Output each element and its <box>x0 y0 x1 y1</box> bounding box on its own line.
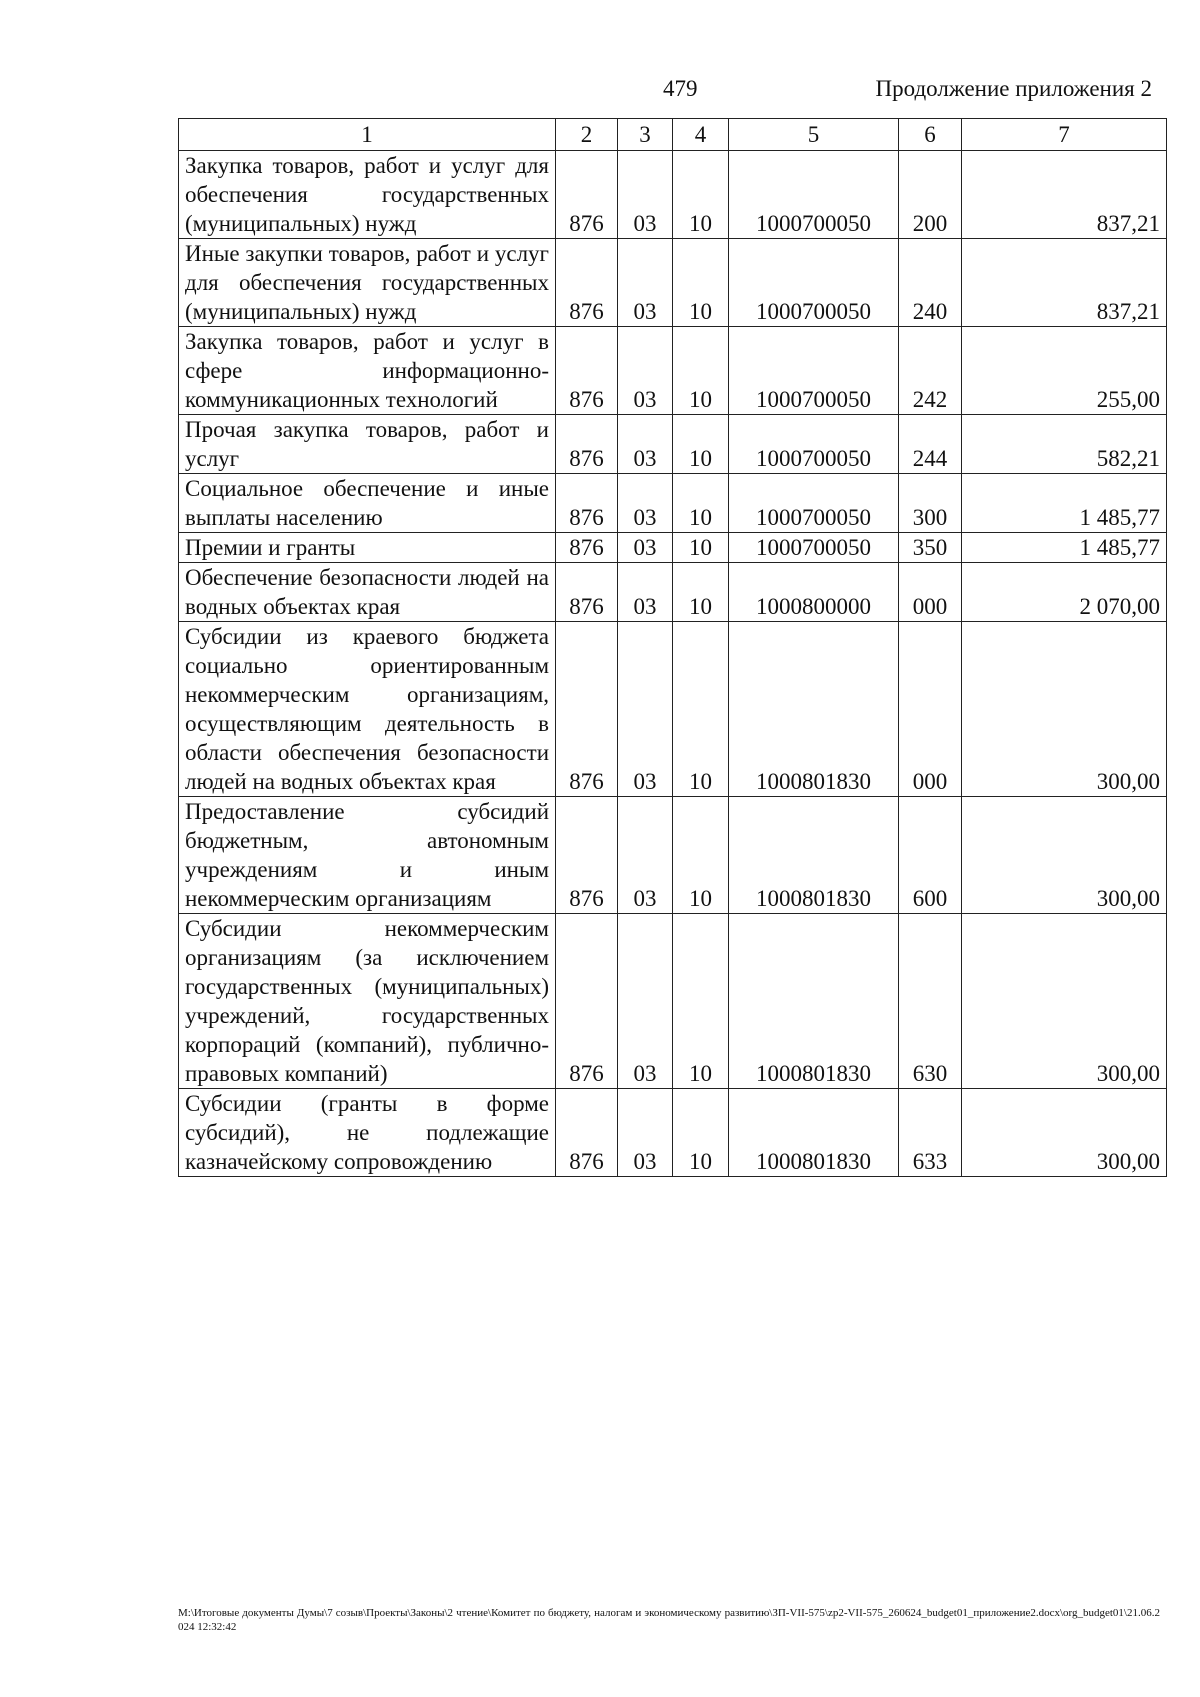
table-row <box>179 474 1167 533</box>
item-name: Социальное обеспечение и иные выплаты населению <box>179 474 556 533</box>
subsection-code: 10 <box>673 563 729 622</box>
expense-type-code: 000 <box>899 622 962 797</box>
ministry-code: 876 <box>556 239 618 327</box>
ministry-code: 876 <box>556 797 618 914</box>
subsection-code: 10 <box>673 1089 729 1177</box>
item-name: Субсидии (гранты в форме субсидий), не подлежащие казначейскому сопровождению <box>179 1089 556 1177</box>
ministry-code: 876 <box>556 415 618 474</box>
expense-type-code: 300 <box>899 474 962 533</box>
subsection-code: 10 <box>673 914 729 1089</box>
budget-table <box>178 118 1167 1177</box>
header-row <box>179 119 1167 151</box>
document-path-footer: M:\Итоговые документы Думы\7 созыв\Проекты\Законы\2 чтение\Комитет по бюджету, налогам и экономическому развитию\ЗП-VII-575\zp2-VII-575_260624_budget01_приложение2.docx\org_budget01\21.06.2024 12:32:42 <box>178 1607 1160 1633</box>
target-article-code: 1000700050 <box>729 415 899 474</box>
column-header: 6 <box>899 119 962 151</box>
expense-type-code: 350 <box>899 533 962 563</box>
column-header: 2 <box>556 119 618 151</box>
section-code: 03 <box>618 797 673 914</box>
amount: 1 485,77 <box>962 474 1167 533</box>
target-article-code: 1000801830 <box>729 797 899 914</box>
table-row <box>179 797 1167 914</box>
subsection-code: 10 <box>673 151 729 239</box>
item-name: Закупка товаров, работ и услуг в сфере информационно-коммуникационных технологий <box>179 327 556 415</box>
section-code: 03 <box>618 563 673 622</box>
section-code: 03 <box>618 533 673 563</box>
expense-type-code: 244 <box>899 415 962 474</box>
item-name: Иные закупки товаров, работ и услуг для обеспечения государственных (муниципальных) нужд <box>179 239 556 327</box>
item-name: Обеспечение безопасности людей на водных объектах края <box>179 563 556 622</box>
table-row <box>179 239 1167 327</box>
section-code: 03 <box>618 914 673 1089</box>
column-header: 5 <box>729 119 899 151</box>
expense-type-code: 242 <box>899 327 962 415</box>
item-name: Предоставление субсидий бюджетным, автономным учреждениям и иным некоммерческим организациям <box>179 797 556 914</box>
subsection-code: 10 <box>673 797 729 914</box>
amount: 300,00 <box>962 797 1167 914</box>
section-code: 03 <box>618 1089 673 1177</box>
item-name: Прочая закупка товаров, работ и услуг <box>179 415 556 474</box>
subsection-code: 10 <box>673 533 729 563</box>
table-header <box>179 119 1167 151</box>
target-article-code: 1000700050 <box>729 474 899 533</box>
table-row <box>179 533 1167 563</box>
amount: 300,00 <box>962 622 1167 797</box>
section-code: 03 <box>618 622 673 797</box>
expense-type-code: 633 <box>899 1089 962 1177</box>
target-article-code: 1000700050 <box>729 151 899 239</box>
table-row <box>179 151 1167 239</box>
page-header <box>0 76 1200 108</box>
column-header: 3 <box>618 119 673 151</box>
expense-type-code: 630 <box>899 914 962 1089</box>
target-article-code: 1000700050 <box>729 239 899 327</box>
expense-type-code: 000 <box>899 563 962 622</box>
expense-type-code: 200 <box>899 151 962 239</box>
section-code: 03 <box>618 415 673 474</box>
target-article-code: 1000700050 <box>729 533 899 563</box>
item-name: Субсидии некоммерческим организациям (за исключением государственных (муниципальных) учреждений, государственных корпораций (компаний), публично-правовых компаний) <box>179 914 556 1089</box>
ministry-code: 876 <box>556 914 618 1089</box>
ministry-code: 876 <box>556 327 618 415</box>
item-name: Закупка товаров, работ и услуг для обеспечения государственных (муниципальных) нужд <box>179 151 556 239</box>
table-row <box>179 415 1167 474</box>
amount: 2 070,00 <box>962 563 1167 622</box>
subsection-code: 10 <box>673 415 729 474</box>
section-code: 03 <box>618 239 673 327</box>
subsection-code: 10 <box>673 622 729 797</box>
column-header: 1 <box>179 119 556 151</box>
section-code: 03 <box>618 474 673 533</box>
amount: 300,00 <box>962 914 1167 1089</box>
amount: 837,21 <box>962 151 1167 239</box>
subsection-code: 10 <box>673 239 729 327</box>
table-row <box>179 327 1167 415</box>
table-row <box>179 622 1167 797</box>
item-name: Премии и гранты <box>179 533 556 563</box>
ministry-code: 876 <box>556 563 618 622</box>
amount: 837,21 <box>962 239 1167 327</box>
item-name: Субсидии из краевого бюджета социально ориентированным некоммерческим организациям, осуществляющим деятельность в области обеспечения безопасности людей на водных объектах края <box>179 622 556 797</box>
ministry-code: 876 <box>556 1089 618 1177</box>
page-number: 479 <box>663 76 698 101</box>
target-article-code: 1000801830 <box>729 622 899 797</box>
expense-type-code: 600 <box>899 797 962 914</box>
subsection-code: 10 <box>673 474 729 533</box>
column-header: 7 <box>962 119 1167 151</box>
amount: 1 485,77 <box>962 533 1167 563</box>
table-row <box>179 1089 1167 1177</box>
target-article-code: 1000801830 <box>729 1089 899 1177</box>
target-article-code: 1000801830 <box>729 914 899 1089</box>
ministry-code: 876 <box>556 151 618 239</box>
amount: 582,21 <box>962 415 1167 474</box>
column-header: 4 <box>673 119 729 151</box>
ministry-code: 876 <box>556 622 618 797</box>
section-code: 03 <box>618 151 673 239</box>
expense-type-code: 240 <box>899 239 962 327</box>
subsection-code: 10 <box>673 327 729 415</box>
continuation-label: Продолжение приложения 2 <box>875 76 1152 101</box>
amount: 255,00 <box>962 327 1167 415</box>
table-row <box>179 914 1167 1089</box>
ministry-code: 876 <box>556 533 618 563</box>
target-article-code: 1000800000 <box>729 563 899 622</box>
section-code: 03 <box>618 327 673 415</box>
table-body <box>179 151 1167 1177</box>
table-row <box>179 563 1167 622</box>
amount: 300,00 <box>962 1089 1167 1177</box>
target-article-code: 1000700050 <box>729 327 899 415</box>
ministry-code: 876 <box>556 474 618 533</box>
